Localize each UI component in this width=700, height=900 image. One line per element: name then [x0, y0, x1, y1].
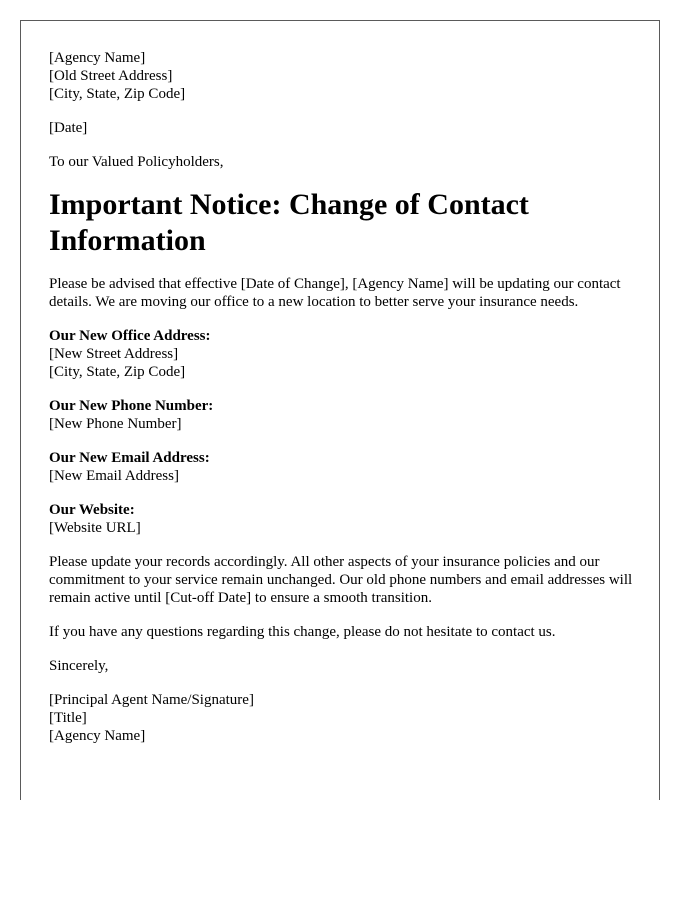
sender-city-state-zip: [City, State, Zip Code] — [49, 86, 186, 102]
letter-date: [Date] — [49, 120, 88, 136]
letter-greeting: To our Valued Policyholders, — [49, 154, 224, 170]
signature-agency: [Agency Name] — [49, 728, 146, 744]
update-paragraph: Please update your records accordingly. All other aspects of your insurance policies and our commitment to your service remain unchanged. Our old phone numbers and email addresses will remain active until [Cut-off Date] to ensure a smooth transition. — [49, 554, 633, 606]
signature-block — [49, 691, 639, 745]
new-email-section — [49, 449, 639, 485]
new-office-label: Our New Office Address: — [49, 328, 211, 344]
new-office-city-state-zip: [City, State, Zip Code] — [49, 364, 186, 380]
signature-name: [Principal Agent Name/Signature] — [49, 692, 254, 708]
letter-title: Important Notice: Change of Contact Information — [49, 188, 529, 257]
new-phone-section — [49, 397, 639, 433]
new-office-section — [49, 327, 639, 381]
website-label: Our Website: — [49, 502, 135, 518]
new-email-label: Our New Email Address: — [49, 450, 210, 466]
sender-address — [49, 49, 639, 103]
new-phone-label: Our New Phone Number: — [49, 398, 214, 414]
letter-page — [20, 20, 660, 800]
sender-old-street: [Old Street Address] — [49, 68, 173, 84]
letter-content — [49, 49, 639, 761]
new-office-street: [New Street Address] — [49, 346, 179, 362]
closing: Sincerely, — [49, 658, 109, 674]
sender-agency-name: [Agency Name] — [49, 50, 146, 66]
new-email-value: [New Email Address] — [49, 468, 179, 484]
intro-paragraph: Please be advised that effective [Date of Change], [Agency Name] will be updating our contact details. We are moving our office to a new location to better serve your insurance needs. — [49, 276, 621, 310]
website-value: [Website URL] — [49, 520, 141, 536]
signature-title: [Title] — [49, 710, 87, 726]
new-phone-value: [New Phone Number] — [49, 416, 182, 432]
questions-paragraph: If you have any questions regarding this change, please do not hesitate to contact us. — [49, 624, 556, 640]
website-section — [49, 501, 639, 537]
